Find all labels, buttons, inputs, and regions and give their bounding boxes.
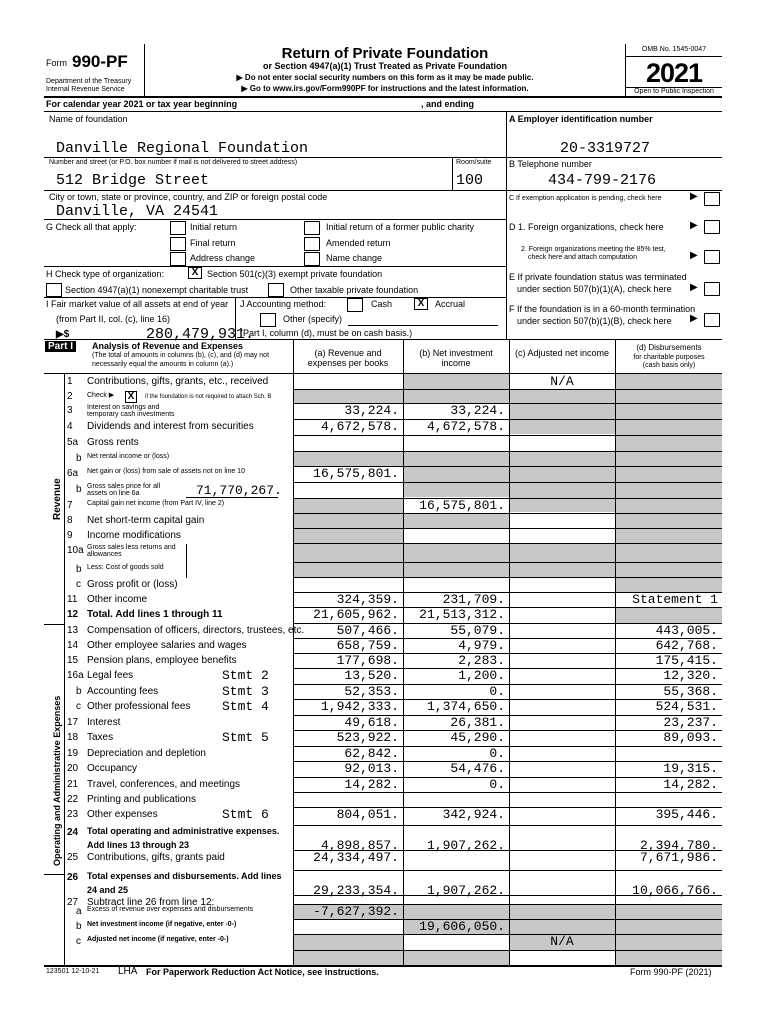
- row-value-d: 395,446.: [655, 807, 718, 822]
- row-value-a: 804,051.: [336, 807, 399, 822]
- foundation-name: Danville Regional Foundation: [56, 140, 309, 157]
- col-d-header3: (cash basis only): [642, 362, 696, 369]
- row-value-b: 4,979.: [458, 638, 505, 653]
- final-return-checkbox[interactable]: [170, 237, 186, 251]
- row-label: Other income: [87, 594, 148, 605]
- row-label: Contributions, gifts, grants paid: [87, 852, 225, 863]
- row-number: 26: [67, 872, 79, 883]
- row-number: 15: [67, 655, 79, 666]
- name-change-checkbox[interactable]: [304, 252, 320, 266]
- row-value-b: 342,924.: [442, 807, 505, 822]
- row-number: 9: [67, 530, 73, 541]
- amended-return-checkbox[interactable]: [304, 237, 320, 251]
- row-value-c: N/A: [550, 934, 574, 949]
- fmv-arrow: ▶$: [56, 329, 70, 340]
- amended-return-label: Amended return: [326, 238, 391, 248]
- row-label: Interest on savings and temporary cash investments: [87, 404, 175, 418]
- row-value-d: 7,671,986.: [639, 850, 718, 865]
- fmv-label2: (from Part II, col. (c), line 16): [56, 314, 171, 324]
- city-state-zip: Danville, VA 24541: [56, 203, 219, 220]
- row-value-a: 62,842.: [344, 746, 399, 761]
- row-label: Adjusted net income (if negative, enter -0-): [87, 936, 229, 943]
- part1-tag: Part I: [45, 341, 76, 352]
- row-value-a: 33,224.: [344, 403, 399, 418]
- row-value-c: N/A: [550, 374, 574, 389]
- cash-label: Cash: [371, 299, 393, 309]
- initial-return-label: Initial return: [190, 222, 238, 232]
- cash-checkbox[interactable]: [347, 298, 363, 312]
- row-number: b: [76, 686, 82, 697]
- row-label: Gross sales less returns and allowances: [87, 544, 176, 558]
- col-d-header2: for charitable purposes: [633, 354, 705, 361]
- expenses-side-label: Operating and Administrative Expenses: [52, 695, 62, 866]
- terminated-label1: E If private foundation status was terminated: [509, 272, 687, 282]
- row-label: Taxes: [87, 732, 114, 743]
- row-number: 2: [67, 391, 73, 402]
- col-a-header: (a) Revenue and expenses per books: [307, 348, 389, 368]
- row-number: 13: [67, 625, 79, 636]
- row-value-a: 92,013.: [344, 761, 399, 776]
- name-change-label: Name change: [326, 253, 383, 263]
- row-number: 10a: [67, 545, 84, 556]
- row-value-a: 324,359.: [336, 592, 399, 607]
- row-value-b: 21,513,312.: [419, 607, 505, 622]
- 4947-label: Section 4947(a)(1) nonexempt charitable trust: [65, 285, 249, 295]
- row-number: 24: [67, 827, 79, 838]
- statement-reference: Stmt 4: [222, 699, 269, 714]
- foreign-org-label: D 1. Foreign organizations, check here: [509, 222, 664, 232]
- row-value-d: 642,768.: [655, 638, 718, 653]
- initial-return-checkbox[interactable]: [170, 221, 186, 235]
- row-value-a: 21,605,962.: [313, 607, 399, 622]
- row-label: Subtract line 26 from line 12:: [87, 897, 215, 908]
- calendar-year-label: For calendar year 2021 or tax year beginning: [46, 99, 238, 109]
- row-value-d: 175,415.: [655, 653, 718, 668]
- row-label: Gross sales price for all assets on line 6a: [87, 483, 161, 497]
- row-number: b: [76, 453, 82, 464]
- accrual-checkbox[interactable]: X: [414, 298, 428, 310]
- foreign-85-label2: check here and attach computation: [528, 254, 637, 261]
- row-value-d: Statement 1: [632, 592, 718, 607]
- row-value-d: 10,066,766.: [632, 883, 718, 898]
- form-title: Return of Private Foundation: [281, 45, 489, 62]
- row-value-a: 24,334,497.: [313, 850, 399, 865]
- foundation-name-label: Name of foundation: [49, 114, 128, 124]
- row-label: Excess of revenue over expenses and disbursements: [87, 906, 254, 913]
- row-number: b: [76, 921, 82, 932]
- form-subtitle: or Section 4947(a)(1) Trust Treated as Private Foundation: [262, 61, 508, 71]
- g-label: G Check all that apply:: [46, 222, 137, 232]
- sixty-month-label2: under section 507(b)(1)(B), check here: [517, 316, 672, 326]
- room-suite: 100: [456, 172, 484, 189]
- statement-reference: Stmt 6: [222, 807, 269, 822]
- row-label: Pension plans, employee benefits: [87, 655, 237, 666]
- row-value-b: 26,381.: [450, 715, 505, 730]
- row-label: Occupancy: [87, 763, 138, 774]
- exemption-pending-checkbox[interactable]: [704, 192, 720, 206]
- and-ending-label: , and ending: [421, 99, 474, 109]
- foreign-85-checkbox[interactable]: [704, 250, 720, 264]
- row-number: 20: [67, 763, 79, 774]
- address-change-checkbox[interactable]: [170, 252, 186, 266]
- row-value-a: 29,233,354.: [313, 883, 399, 898]
- address-change-label: Address change: [190, 253, 256, 263]
- j-label: J Accounting method:: [240, 299, 327, 309]
- row-label: Total expenses and disbursements. Add lines 24 and 25: [87, 871, 282, 895]
- row-value-d: 14,282.: [663, 777, 718, 792]
- row-value-a: 16,575,801.: [313, 466, 399, 481]
- row-value-a: 4,898,857.: [320, 838, 399, 853]
- row-label: Net investment income (if negative, enter -0-): [87, 921, 237, 928]
- row-label: Contributions, gifts, grants, etc., received: [87, 376, 269, 387]
- row-number: a: [76, 906, 82, 917]
- fmv-label1: I Fair market value of all assets at end of year: [46, 299, 229, 309]
- phone-label: B Telephone number: [509, 159, 592, 169]
- row-number: 14: [67, 640, 79, 651]
- row-label: Depreciation and depletion: [87, 748, 206, 759]
- col-d-header1: (d) Disbursements: [636, 343, 702, 352]
- row-number: c: [76, 701, 81, 712]
- 4947-checkbox[interactable]: [46, 283, 62, 297]
- row-value-a: 13,520.: [344, 668, 399, 683]
- row-number: b: [76, 564, 82, 575]
- sixty-month-checkbox[interactable]: [704, 313, 720, 327]
- gross-sales-6b-value: 71,770,267.: [196, 483, 282, 498]
- col-c-header: (c) Adjusted net income: [514, 348, 610, 358]
- row-number: 22: [67, 794, 79, 805]
- row-value-b: 0.: [489, 777, 505, 792]
- row-number: c: [76, 936, 81, 947]
- statement-reference: Stmt 3: [222, 684, 269, 699]
- h-label: H Check type of organization:: [46, 269, 165, 279]
- form-code: 123501 12-10-21: [46, 968, 100, 975]
- row-value-b: 55,079.: [450, 623, 505, 638]
- row-value-b: 4,672,578.: [426, 419, 505, 434]
- room-suite-label: Room/suite: [456, 159, 492, 166]
- row-value-a: 658,759.: [336, 638, 399, 653]
- row-value-b: 54,476.: [450, 761, 505, 776]
- row-value-a: 49,618.: [344, 715, 399, 730]
- paperwork-notice: For Paperwork Reduction Act Notice, see instructions.: [146, 967, 379, 977]
- row-value-b: 45,290.: [450, 730, 505, 745]
- instruction-ssn: ▶ Do not enter social security numbers on this form as it may be made public.: [236, 73, 534, 82]
- row-number: 23: [67, 809, 79, 820]
- row-value-b: 1,907,262.: [426, 883, 505, 898]
- row-number: 19: [67, 748, 79, 759]
- col-b-header: (b) Net investment income: [419, 348, 493, 368]
- row-value-a: 523,922.: [336, 730, 399, 745]
- tax-year: 2021: [645, 58, 703, 88]
- dept-line1: Department of the Treasury: [46, 78, 132, 85]
- row-label: Travel, conferences, and meetings: [87, 779, 241, 790]
- row-label: Check ▶: [87, 392, 115, 399]
- initial-former-checkbox[interactable]: [304, 221, 320, 235]
- other-taxable-checkbox[interactable]: [268, 283, 284, 297]
- row-label: Other expenses: [87, 809, 158, 820]
- ein-label: A Employer identification number: [509, 114, 653, 124]
- row-label: Net short-term capital gain: [87, 515, 205, 526]
- 501c3-checkbox[interactable]: X: [188, 267, 202, 279]
- row-label: Accounting fees: [87, 686, 159, 697]
- row-number: 27: [67, 897, 79, 908]
- row-number: 5a: [67, 437, 79, 448]
- other-method-label: Other (specify): [283, 314, 343, 324]
- city-label: City or town, state or province, country, and ZIP or foreign postal code: [49, 192, 328, 202]
- row-number: 17: [67, 717, 79, 728]
- row-value-b: 16,575,801.: [419, 498, 505, 513]
- row-label: Printing and publications: [87, 794, 196, 805]
- exemption-pending-label: C If exemption application is pending, check here: [509, 195, 662, 202]
- row-number: 4: [67, 421, 73, 432]
- row-number: c: [76, 579, 81, 590]
- open-public-label: Open to Public Inspection: [634, 88, 714, 95]
- row-value-b: 19,606,050.: [419, 919, 505, 934]
- row-value-d: 12,320.: [663, 668, 718, 683]
- row-value-d: 19,315.: [663, 761, 718, 776]
- row-value-b: 1,907,262.: [426, 838, 505, 853]
- line2-schedule-b-checkbox[interactable]: X: [125, 391, 137, 403]
- row-label: Legal fees: [87, 670, 134, 681]
- instruction-url: ▶ Go to www.irs.gov/Form990PF for instructions and the latest information.: [241, 84, 529, 93]
- dept-line2: Internal Revenue Service: [46, 86, 125, 93]
- phone-value: 434-799-2176: [548, 172, 657, 189]
- row-value-d: 443,005.: [655, 623, 718, 638]
- row-label: Net gain or (loss) from sale of assets not on line 10: [87, 468, 245, 475]
- form-word: Form: [46, 58, 67, 68]
- row-value-b: 2,283.: [458, 653, 505, 668]
- foreign-85-label1: 2. Foreign organizations meeting the 85% test,: [521, 246, 666, 253]
- row-label: Other professional fees: [87, 701, 191, 712]
- foreign-org-checkbox[interactable]: [704, 220, 720, 234]
- row-label: Interest: [87, 717, 121, 728]
- part1-title: Analysis of Revenue and Expenses: [92, 341, 244, 351]
- row-value-a: 14,282.: [344, 777, 399, 792]
- row-value-b: 0.: [489, 746, 505, 761]
- final-return-label: Final return: [190, 238, 236, 248]
- row-value-d: 23,237.: [663, 715, 718, 730]
- row-value-a: 177,698.: [336, 653, 399, 668]
- row-value-b: 231,709.: [442, 592, 505, 607]
- row-value-a: 4,672,578.: [320, 419, 399, 434]
- row-value-a: 507,466.: [336, 623, 399, 638]
- row-value-d: 89,093.: [663, 730, 718, 745]
- accrual-label: Accrual: [435, 299, 466, 309]
- row-value-a: 1,942,333.: [320, 699, 399, 714]
- other-method-checkbox[interactable]: [260, 313, 276, 327]
- row-label: Net rental income or (loss): [87, 453, 170, 460]
- row-label: Total. Add lines 1 through 11: [87, 609, 223, 620]
- omb-number: OMB No. 1545-0047: [641, 46, 707, 53]
- cash-basis-note: (Part I, column (d), must be on cash basis.): [240, 328, 413, 338]
- statement-reference: Stmt 2: [222, 668, 269, 683]
- row-label: Less: Cost of goods sold: [87, 564, 164, 571]
- row-label: Compensation of officers, directors, trustees, etc.: [87, 625, 305, 636]
- 501c3-label: Section 501(c)(3) exempt private foundation: [207, 269, 383, 279]
- terminated-checkbox[interactable]: [704, 282, 720, 296]
- row-value-a: 52,353.: [344, 684, 399, 699]
- revenue-side-label: Revenue: [52, 478, 63, 520]
- row-number: 7: [67, 500, 73, 511]
- part1-subtitle1: (The total of amounts in columns (b), (c), and (d) may not: [92, 352, 270, 359]
- form-reference: Form 990-PF (2021): [630, 967, 712, 977]
- row-label: Other employee salaries and wages: [87, 640, 247, 651]
- row-number: 12: [67, 609, 79, 620]
- part1-subtitle2: necessarily equal the amounts in column (a).): [92, 361, 234, 368]
- row-label: Gross rents: [87, 437, 139, 448]
- line2-check-text: if the foundation is not required to attach Sch. B: [145, 394, 272, 400]
- initial-former-label: Initial return of a former public charity: [326, 222, 475, 232]
- row-number: 6a: [67, 468, 79, 479]
- other-taxable-label: Other taxable private foundation: [290, 285, 419, 295]
- row-number: 16a: [67, 670, 84, 681]
- row-number: 1: [67, 376, 73, 387]
- sixty-month-label1: F If the foundation is in a 60-month termination: [509, 304, 696, 314]
- statement-reference: Stmt 5: [222, 730, 269, 745]
- row-number: 8: [67, 515, 73, 526]
- row-value-d: 2,394,780.: [639, 838, 718, 853]
- row-label: Gross profit or (loss): [87, 579, 178, 590]
- row-number: b: [76, 484, 82, 495]
- lha-label: LHA: [118, 966, 138, 977]
- row-value-b: 1,374,650.: [426, 699, 505, 714]
- row-label: Dividends and interest from securities: [87, 421, 254, 432]
- row-number: 18: [67, 732, 79, 743]
- ein-value: 20-3319727: [560, 140, 651, 157]
- row-value-b: 0.: [489, 684, 505, 699]
- terminated-label2: under section 507(b)(1)(A), check here: [517, 284, 672, 294]
- street-address: 512 Bridge Street: [56, 172, 210, 189]
- fmv-value: 280,479,931.: [146, 326, 255, 343]
- row-label: Total operating and administrative expenses. Add lines 13 through 23: [87, 826, 280, 850]
- street-label: Number and street (or P.O. box number if mail is not delivered to street address): [49, 159, 298, 166]
- row-value-b: 33,224.: [450, 403, 505, 418]
- row-label: Capital gain net income (from Part IV, line 2): [87, 500, 225, 507]
- row-number: 11: [67, 594, 78, 605]
- row-number: 21: [67, 779, 79, 790]
- row-value-d: 524,531.: [655, 699, 718, 714]
- form-number: 990-PF: [72, 52, 128, 71]
- row-value-a: -7,627,392.: [313, 904, 399, 919]
- row-number: 3: [67, 405, 73, 416]
- row-value-b: 1,200.: [458, 668, 505, 683]
- row-label: Income modifications: [87, 530, 181, 541]
- row-value-d: 55,368.: [663, 684, 718, 699]
- row-number: 25: [67, 852, 79, 863]
